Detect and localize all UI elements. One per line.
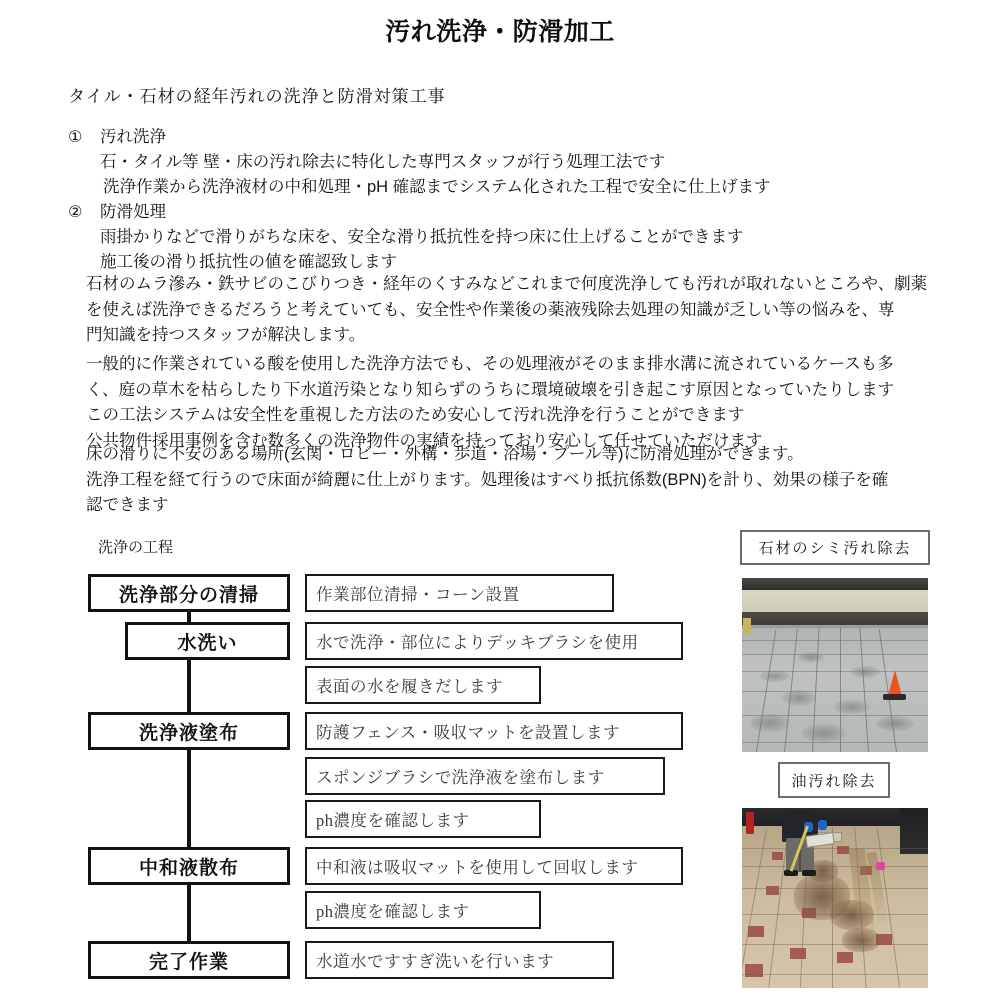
list-line-2-2: 施工後の滑り抵抗性の値を確認致します (100, 253, 397, 271)
paragraph-line: 石材のムラ滲み・鉄サビのこびりつき・経年のくすみなどこれまで何度洗浄しても汚れが取れないところや、劇薬 (86, 275, 928, 293)
photo-wall-light (742, 590, 928, 612)
photo-oil-stain-removal (742, 808, 928, 988)
page-title: 汚れ洗浄・防滑加工 (385, 18, 615, 46)
caption-text: 油汚れ除去 (791, 773, 877, 790)
photo-red-tile (837, 952, 853, 963)
flow-desc-fence-mat[interactable] (305, 712, 683, 750)
flow-stage-water-wash[interactable] (125, 622, 290, 660)
paragraph-environment (86, 352, 894, 454)
flow-desc-label: ph濃度を確認します (316, 902, 470, 921)
flow-stage-label: 洗浄液塗布 (138, 722, 239, 744)
photo-pink-marker (876, 862, 885, 870)
flowchart-label: 洗浄の工程 (98, 539, 174, 556)
paragraph-stone-stains (86, 272, 927, 349)
flow-stage-label: 完了作業 (148, 951, 229, 973)
flow-desc-label: 防護フェンス・吸収マットを設置します (316, 723, 621, 742)
numbered-item-2 (68, 200, 744, 275)
photo-sign (743, 618, 751, 634)
photo-tile-line (742, 640, 928, 641)
photo-red-tile (772, 852, 783, 860)
paragraph-line: 一般的に作業されている酸を使用した洗浄方法でも、その処理液がそのまま排水溝に流されているケースも多 (86, 355, 894, 373)
flow-stage-label: 水洗い (177, 632, 238, 654)
paragraph-line: 門知識を持つスタッフが解決します。 (86, 326, 366, 344)
lead-subtitle: タイル・石材の経年汚れの洗浄と防滑対策工事 (68, 87, 446, 106)
list-marker-2: ② (68, 204, 83, 221)
list-heading-2: 防滑処理 (100, 203, 166, 221)
flow-desc-label: 表面の水を履きだします (316, 677, 503, 696)
paragraph-line: を使えば洗浄できるだろうと考えていても、安全性や作業後の薬液残除去処理の知識が乏しい等の悩みを、専 (86, 300, 895, 319)
paragraph-line: 床の滑りに不安のある場所(玄関・ロビー・外構・歩道・浴場・プール等)に防滑処理ができます。 (86, 445, 804, 463)
flow-desc-label: 水で洗浄・部位によりデッキブラシを使用 (316, 633, 639, 652)
photo-stain (782, 690, 816, 706)
photo-stain (802, 724, 846, 742)
paragraph-line: く、庭の草木を枯らしたり下水道汚染となり知らずのうちに環境破壊を引き起こす原因となっていたりします (86, 380, 895, 399)
photo-stain (834, 700, 870, 714)
photo-tile-line (742, 848, 928, 849)
photo-stain (760, 670, 790, 682)
flow-desc-area-clean[interactable] (305, 574, 614, 612)
flow-stage-cleaning-area[interactable] (88, 574, 290, 612)
traffic-cone-base (883, 694, 906, 700)
list-marker-1: ① (68, 129, 83, 146)
photo-red-tile (790, 948, 806, 959)
traffic-cone-icon (888, 670, 902, 696)
flow-desc-label: 中和液は吸収マットを使用して回収します (316, 858, 639, 877)
list-line-1-1: 石・タイル等 壁・床の汚れ除去に特化した専門スタッフが行う処理工法です (100, 153, 666, 171)
worker-shoe (802, 870, 816, 876)
photo-tile-line (742, 654, 928, 655)
numbered-item-1 (68, 125, 771, 200)
paragraph-line: この工法システムは安全性を重視した方法のため安心して汚れ洗浄を行うことができます (86, 406, 745, 424)
photo-tile-line (742, 742, 928, 743)
worker-glove (818, 820, 827, 830)
list-heading-1: 汚れ洗浄 (100, 128, 166, 146)
flow-desc-label: スポンジブラシで洗浄液を塗布します (316, 768, 605, 787)
flow-desc-label: ph濃度を確認します (316, 811, 470, 830)
flow-stage-completion[interactable] (88, 941, 290, 979)
fire-extinguisher-icon (746, 812, 754, 834)
list-line-2-1: 雨掛かりなどで滑りがちな床を、安全な滑り抵抗性を持つ床に仕上げることができます (100, 228, 744, 246)
photo-stain (798, 652, 824, 662)
photo-red-tile (837, 846, 849, 854)
flow-desc-water-brush[interactable] (305, 622, 683, 660)
flow-desc-ph-check-1[interactable] (305, 800, 541, 838)
photo-red-tile (766, 886, 779, 895)
paragraph-line: 認できます (86, 496, 169, 514)
flow-desc-ph-check-2[interactable] (305, 891, 541, 929)
photo-tile-line (742, 944, 928, 945)
flow-desc-surface-water[interactable] (305, 666, 541, 704)
caption-stone-stain-removal (740, 530, 930, 565)
paragraph-line: 公共物件採用事例を含む数多くの洗浄物件の実績を持っており安心して任せていただけます (86, 431, 763, 450)
flow-desc-label: 作業部位清掃・コーン設置 (316, 585, 520, 604)
flow-stage-apply-solution[interactable] (88, 712, 290, 750)
photo-stone-stain-removal (742, 578, 928, 752)
flow-stage-neutralizer[interactable] (88, 847, 290, 885)
photo-red-tile (745, 964, 763, 977)
flow-desc-sponge-brush[interactable] (305, 757, 665, 795)
photo-red-tile (748, 926, 764, 937)
flow-connector-2 (187, 660, 191, 720)
caption-text: 石材のシミ汚れ除去 (758, 541, 912, 557)
flow-desc-tapwater-rinse[interactable] (305, 941, 614, 979)
photo-stain (876, 716, 914, 731)
flow-stage-label: 中和液散布 (138, 857, 239, 879)
flow-connector-3 (187, 748, 191, 848)
photo-stain (750, 714, 790, 732)
flow-connector-4 (187, 884, 191, 942)
paragraph-antislip (86, 442, 888, 519)
caption-oil-stain-removal (778, 762, 890, 798)
list-line-1-2: 洗浄作業から洗浄液材の中和処理・pH 確認までシステム化された工程で安全に仕上げます (103, 178, 771, 196)
photo-stain (850, 666, 880, 678)
flow-desc-mat-recovery[interactable] (305, 847, 683, 885)
paragraph-line: 洗浄工程を経て行うので床面が綺麗に仕上がります。処理後はすべり抵抗係数(BPN)を計り、効果の様子を確 (86, 470, 889, 489)
flow-stage-label: 洗浄部分の清掃 (118, 584, 259, 606)
flow-desc-label: 水道水ですすぎ洗いを行います (316, 952, 555, 971)
photo-sky-band (742, 578, 928, 590)
